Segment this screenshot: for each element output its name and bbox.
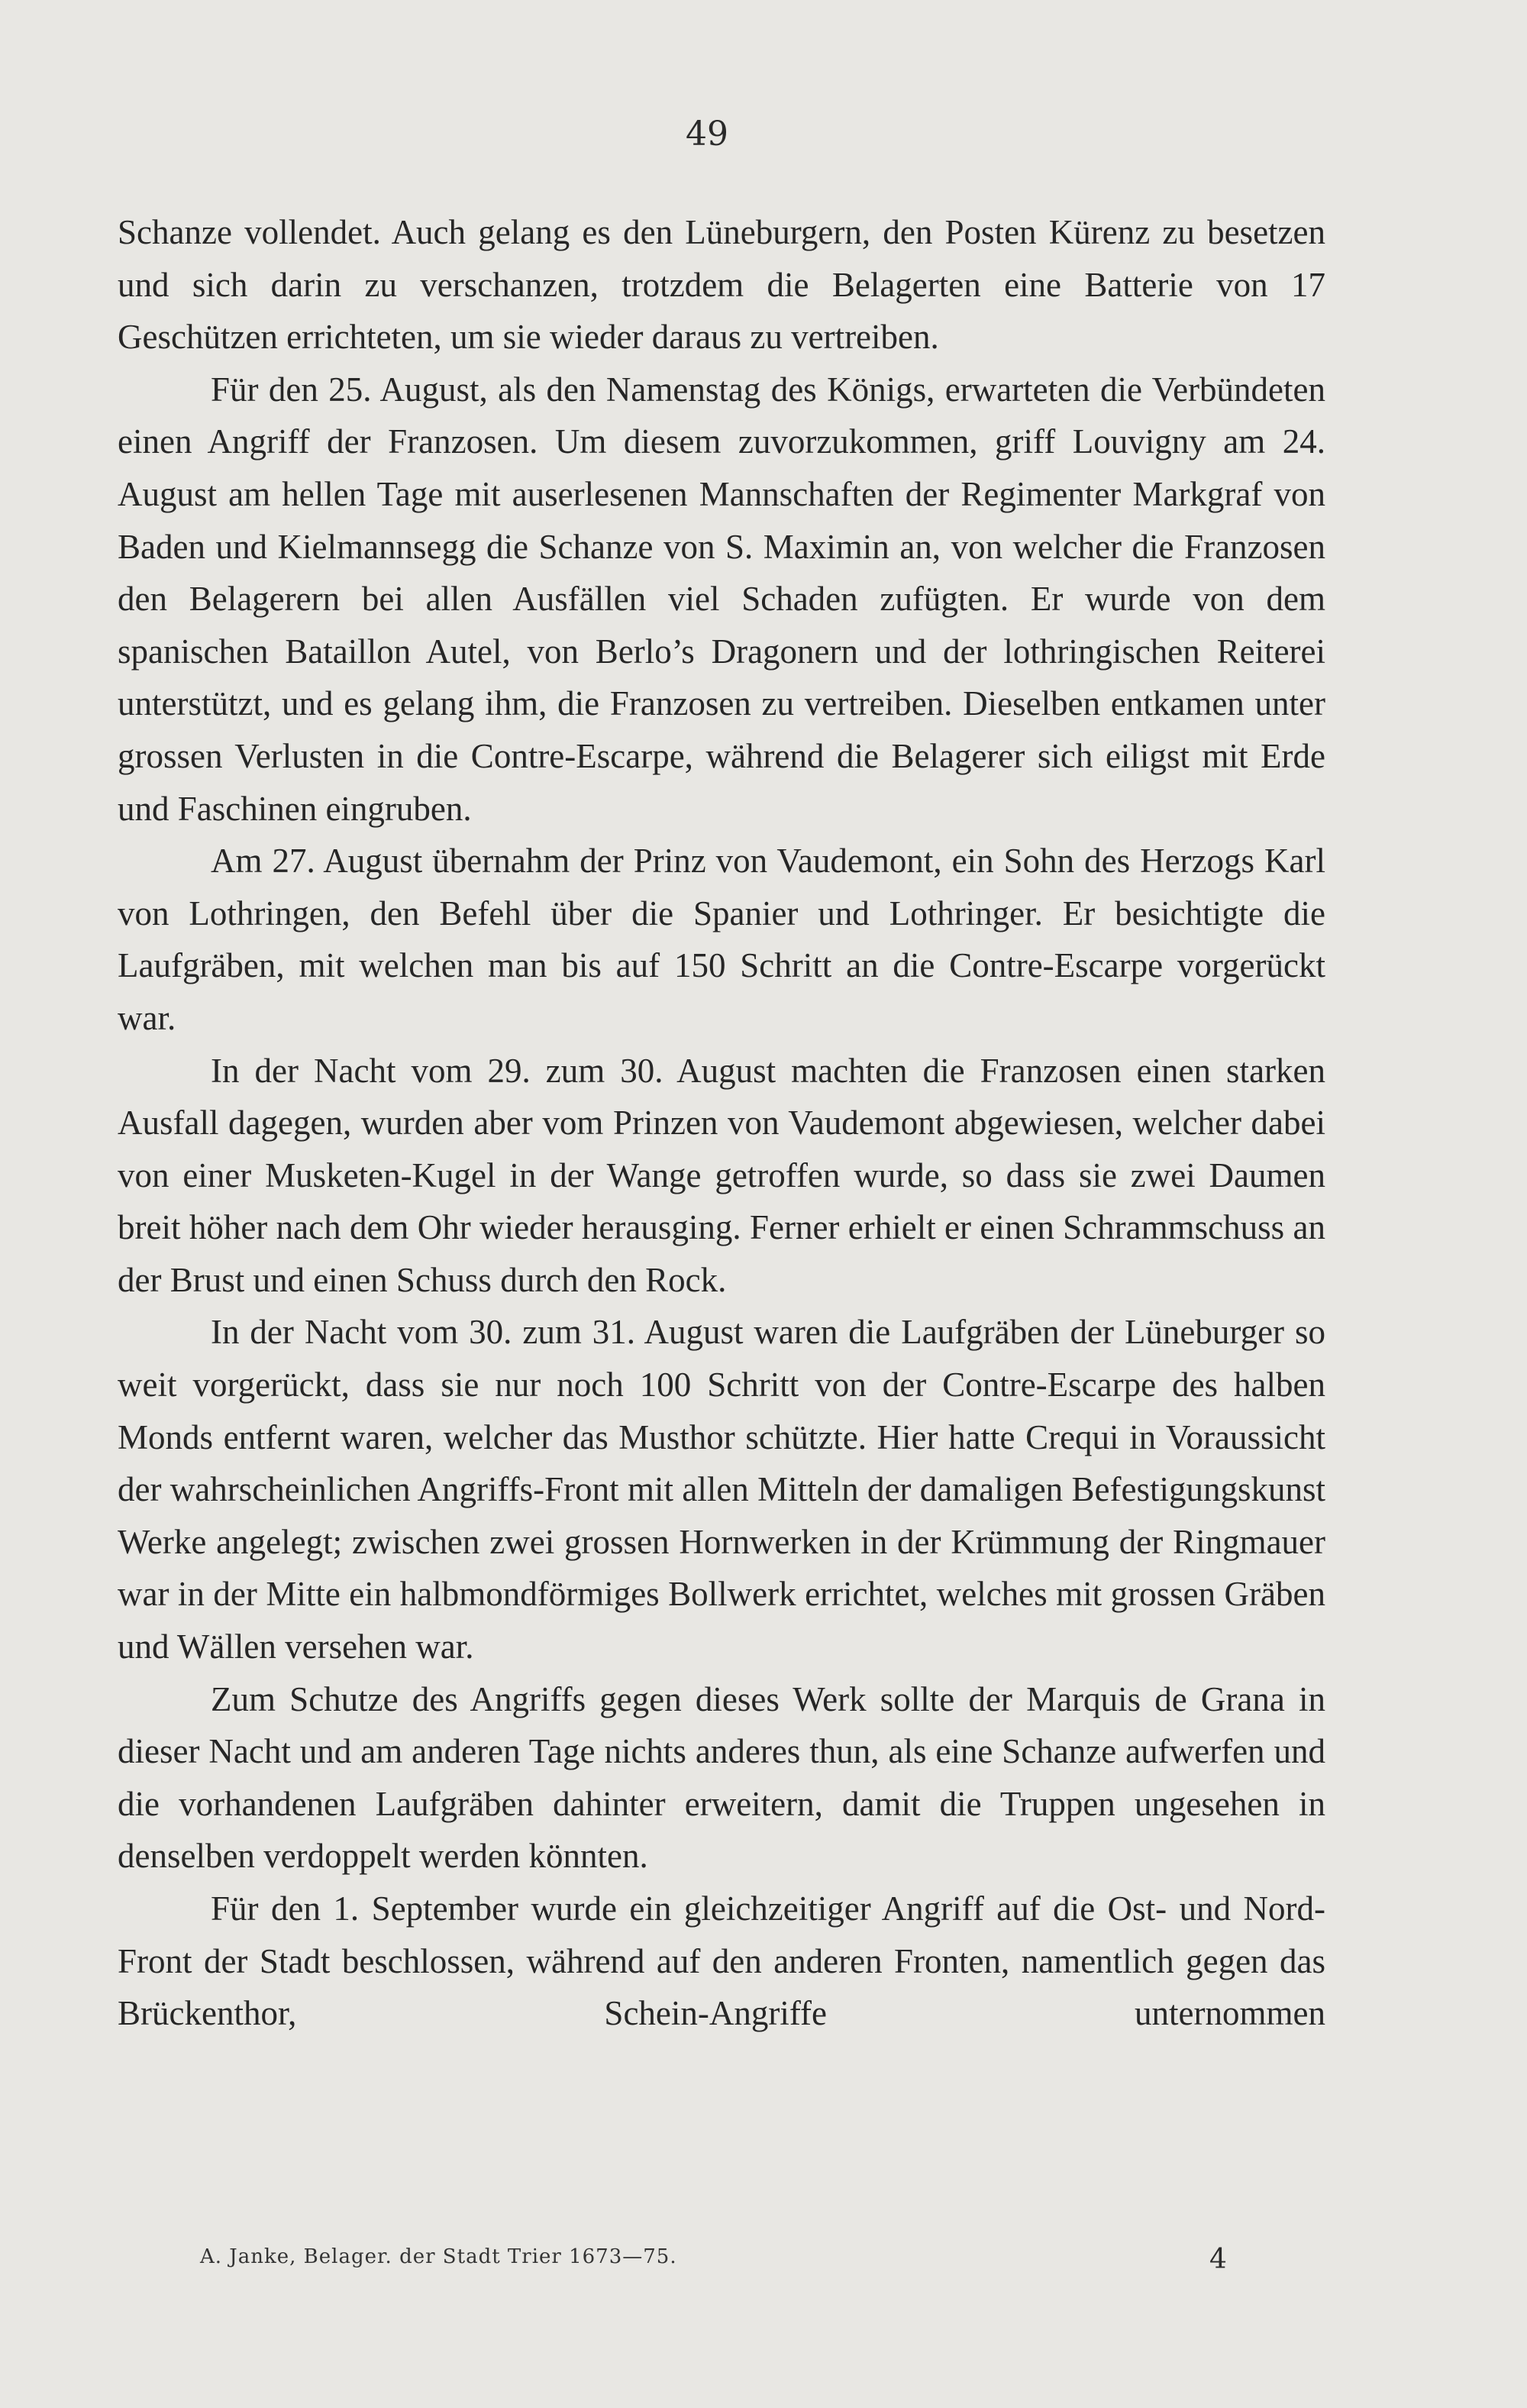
paragraph: Schanze vollendet. Auch gelang es den Lüneburgern, den Posten Kürenz zu besetzen und sich darin zu verschanzen, trotzdem die Belagerten eine Batterie von 17 Geschützen errichteten, um sie wieder daraus zu vertreiben. — [118, 213, 1325, 357]
paragraph: In der Nacht vom 29. zum 30. August machten die Franzosen einen starken Ausfall dagegen, wurden aber vom Prinzen von Vaudemont abgewiesen, welcher dabei von einer Musketen-Kugel in der Wange getroffen wurde, so dass sie zwei Daumen breit höher nach dem Ohr wieder herausging. Ferner erhielt er einen Schrammschuss an der Brust und einen Schuss durch den Rock. — [118, 1051, 1325, 1299]
paragraph: Für den 25. August, als den Namenstag des Königs, erwarteten die Verbündeten einen Angriff der Franzosen. Um diesem zuvorzukommen, griff Louvigny am 24. August am hellen Tage mit auserlesenen Mannschaften der Regimenter Markgraf von Baden und Kielmannsegg die Schanze von S. Maximin an, von welcher die Franzosen den Belagerern bei allen Ausfällen viel Schaden zufügten. Er wurde von dem spanischen Bataillon Autel, von Berlo’s Dragonern und der lothringischen Reiterei unterstützt, und es gelang ihm, die Franzosen zu vertreiben. Dieselben entkamen unter grossen Verlusten in die Contre-Escarpe, während die Belagerer sich eiligst mit Erde und Faschinen eingruben. — [118, 370, 1325, 828]
footer-imprint: A. Janke, Belager. der Stadt Trier 1673—75. — [200, 2245, 677, 2268]
page-number: 49 — [686, 115, 728, 154]
paragraph: Am 27. August übernahm der Prinz von Vaudemont, ein Sohn des Herzogs Karl von Lothringen, den Befehl über die Spanier und Lothringer. Er besichtigte die Laufgräben, mit welchen man bis auf 150 Schritt an die Contre-Escarpe vorgerückt war. — [118, 842, 1325, 1037]
paragraph: Zum Schutze des Angriffs gegen dieses Werk sollte der Marquis de Grana in dieser Nacht und am anderen Tage nichts anderes thun, als eine Schanze aufwerfen und die vorhandenen Laufgräben dahinter erweitern, damit die Truppen ungesehen in denselben verdoppelt werden könnten. — [118, 1679, 1325, 1876]
body-text — [118, 206, 1325, 2040]
signature-mark: 4 — [1209, 2244, 1227, 2275]
paragraph: Für den 1. September wurde ein gleichzeitiger Angriff auf die Ost- und Nord-Front der Stadt beschlossen, während auf den anderen Fronten, namentlich gegen das Brückenthor, Schein-Angriffe unternommen — [118, 1889, 1325, 2033]
paragraph: In der Nacht vom 30. zum 31. August waren die Laufgräben der Lüneburger so weit vorgerückt, dass sie nur noch 100 Schritt von der Contre-Escarpe des halben Monds entfernt waren, welcher das Musthor schützte. Hier hatte Crequi in Voraussicht der wahrscheinlichen Angriffs-Front mit allen Mitteln der damaligen Befestigungskunst Werke angelegt; zwischen zwei grossen Hornwerken in der Krümmung der Ringmauer war in der Mitte ein halbmondförmiges Bollwerk errichtet, welches mit grossen Gräben und Wällen versehen war. — [118, 1313, 1325, 1666]
